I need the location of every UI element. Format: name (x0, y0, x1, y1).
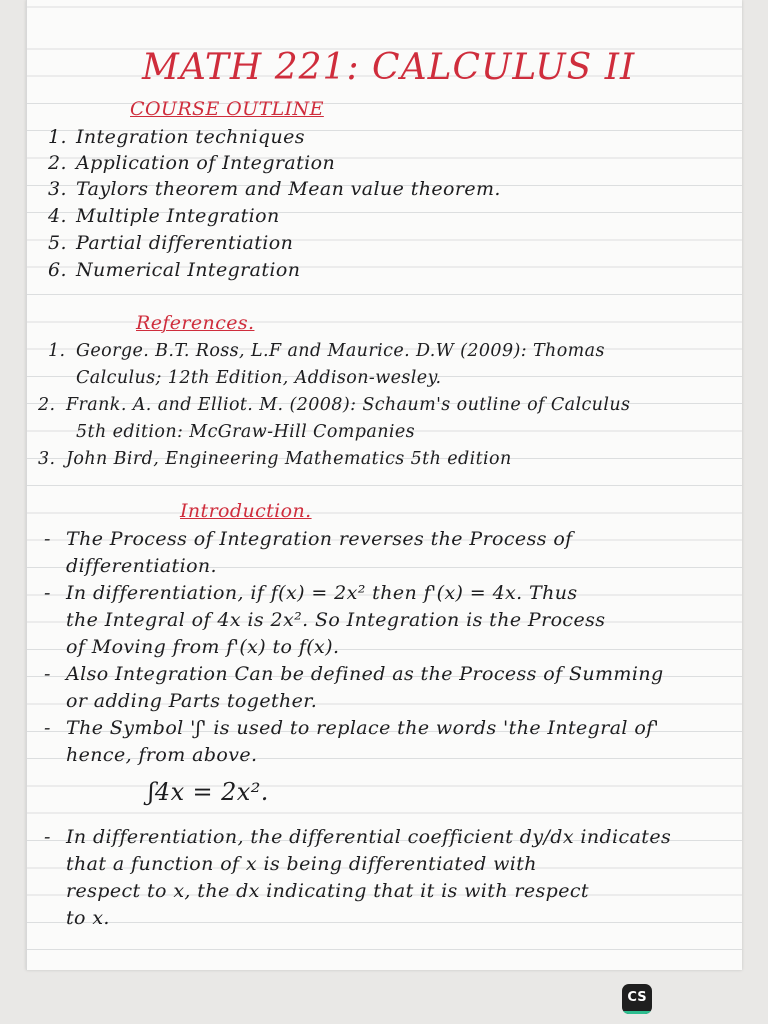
bullet-dash: - (44, 663, 51, 685)
outline-item: 4. Multiple Integration (48, 205, 280, 227)
integral-formula: ʃ4x = 2x². (148, 778, 269, 806)
paragraph-line: Also Integration Can be defined as the Process of Summing (66, 663, 664, 685)
references-heading: References. (136, 312, 255, 334)
bullet-dash: - (44, 717, 51, 739)
paragraph-line: The Symbol 'ʃ' is used to replace the words 'the Integral of' (66, 717, 660, 739)
paragraph-line: or adding Parts together. (66, 690, 318, 712)
outline-item: 3. Taylors theorem and Mean value theorem. (48, 178, 501, 200)
bullet-dash: - (44, 826, 51, 848)
camscanner-logo-badge: CS (622, 984, 652, 1014)
reference-item-continued: 5th edition: McGraw-Hill Companies (76, 422, 416, 442)
paragraph-line: the Integral of 4x is 2x². So Integration is the Process (66, 609, 606, 631)
reference-item: 1. George. B.T. Ross, L.F and Maurice. D.W (2009): Thomas (48, 341, 605, 361)
paragraph-line: of Moving from f'(x) to f(x). (66, 636, 340, 658)
paragraph-line: In differentiation, the differential coefficient dy/dx indicates (66, 826, 672, 848)
paragraph-line: to x. (66, 907, 110, 929)
page-title: MATH 221: CALCULUS II (142, 47, 636, 88)
course-outline-heading: COURSE OUTLINE (130, 98, 324, 120)
paragraph-line: The Process of Integration reverses the Process of (66, 528, 573, 550)
reference-item-continued: Calculus; 12th Edition, Addison-wesley. (76, 368, 442, 388)
paragraph-line: hence, from above. (66, 744, 258, 766)
bullet-dash: - (44, 528, 51, 550)
notebook-page (26, 0, 742, 970)
outline-item: 1. Integration techniques (48, 126, 305, 148)
outline-item: 5. Partial differentiation (48, 232, 294, 254)
paragraph-line: that a function of x is being differentiated with (66, 853, 537, 875)
reference-item: 3. John Bird, Engineering Mathematics 5th edition (38, 449, 512, 469)
outline-item: 6. Numerical Integration (48, 259, 301, 281)
paragraph-line: respect to x, the dx indicating that it is with respect (66, 880, 589, 902)
reference-item: 2. Frank. A. and Elliot. M. (2008): Schaum's outline of Calculus (38, 395, 631, 415)
bullet-dash: - (44, 582, 51, 604)
paragraph-line: In differentiation, if f(x) = 2x² then f'(x) = 4x. Thus (66, 582, 578, 604)
outline-item: 2. Application of Integration (48, 152, 336, 174)
paragraph-line: differentiation. (66, 555, 217, 577)
introduction-heading: Introduction. (180, 500, 312, 522)
page-margin-line (26, 0, 27, 970)
